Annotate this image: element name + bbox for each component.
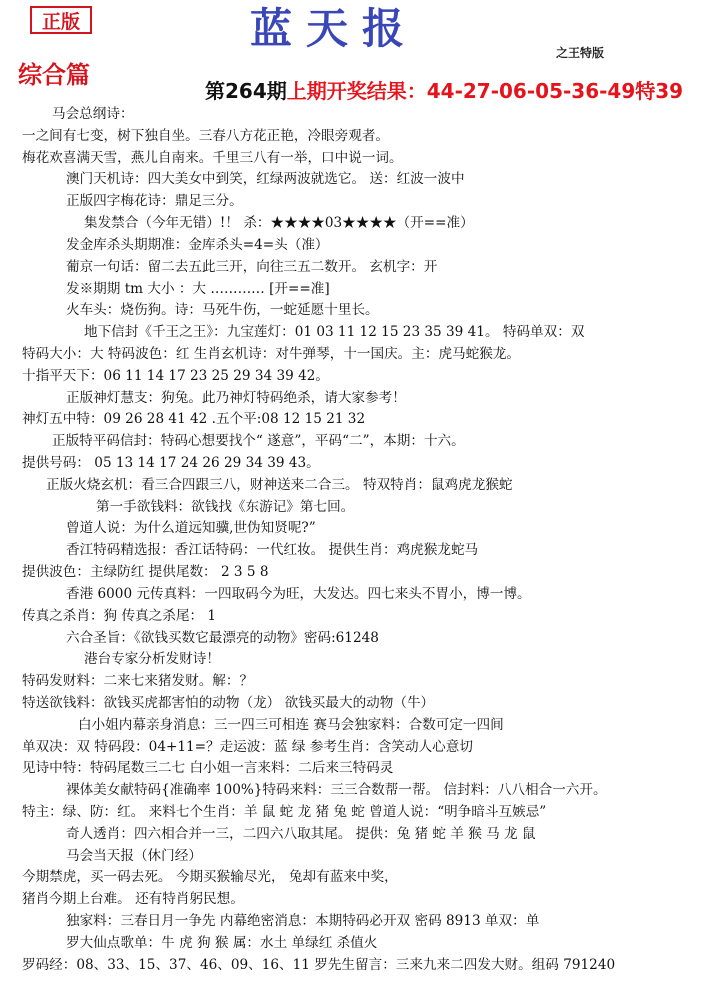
text-line: 一之间有七变，树下独自坐。三春八方花正艳，冷眼旁观者。	[22, 127, 390, 144]
issue-number: 第264期	[205, 79, 287, 103]
text-line: 正版特平码信封：特码心想要找个“ 遂意”，平码“二”，本期：十六。	[52, 433, 465, 450]
text-line: 发※期期 tm 大小 ：大 ………… [开==准]	[66, 280, 330, 297]
text-line: 曾道人说：为什么道远知骥,世伪知贤呢?”	[66, 520, 316, 537]
text-line: 单双决：双 特码段：04+11=？走运波：蓝 绿 参考生肖：含笑动人心意切	[22, 738, 473, 755]
text-line: 特码大小：大 特码波色：红 生肖玄机诗：对牛弹琴，十一国庆。主：虎马蛇猴龙。	[22, 345, 521, 362]
issue-line	[205, 77, 683, 105]
text-line: 火车头：烧伤狗。诗：马死牛伤，一蛇延愿十里长。	[66, 302, 379, 319]
text-line: 独家料：三春日月一争先 内幕绝密消息：本期特码必开双 密码 8913 单双：单	[66, 913, 540, 930]
text-line: 地下信封《千王之王》：九宝莲灯：01 03 11 12 15 23 35 39 41。 特码单双：双	[84, 324, 585, 341]
text-line: 罗大仙点歌单：牛 虎 狗 猴 属：水土 单绿红 杀值火	[66, 934, 378, 951]
text-line: 见诗中特：特码尾数三二七 白小姐一言来料：二后来三特码灵	[22, 760, 394, 777]
text-line: 梅花欢喜满天雪，燕儿自南来。千里三八有一举，口中说一词。	[22, 149, 403, 166]
text-line: 六合圣旨：《欲钱买数它最漂亮的动物》密码:61248	[66, 629, 379, 646]
text-line: 马会当天报（休门经）	[66, 847, 202, 864]
text-line: 发金库杀头期期准：金库杀头=4=头（准）	[66, 236, 329, 253]
text-line: 葡京一句话：留二去五此三开，向往三五二数开。 玄机字：开	[66, 258, 438, 275]
text-line: 提供波色：主绿防红 提供尾数： 2 3 5 8	[22, 564, 269, 581]
edition-badge: 正版	[30, 6, 92, 34]
text-line: 港台专家分析发财诗！	[84, 651, 220, 668]
text-line: 罗码经：08、33、15、37、46、09、16、11 罗先生留言：三来九来二四发大财。组码 791240	[22, 956, 616, 973]
text-line: 香港 6000 元传真料：一四取码今为旺，大发达。四七来头不胃小，博一博。	[66, 585, 531, 602]
text-line: 裸体美女献特码{准确率 100%}特码来料：三三合数帮一帮。 信封料：八八相合一六开。	[66, 782, 607, 799]
text-line: 特码发财料：二来七来猪发财。解：？	[22, 673, 254, 690]
text-line: 特送欲钱料：欲钱买虎都害怕的动物（龙） 欲钱买最大的动物（牛）	[22, 694, 435, 711]
text-line: 第一手欲钱料：欲钱找《东游记》第七回。	[96, 498, 355, 515]
text-line: 香江特码精选报：香江话特码：一代红妆。 提供生肖：鸡虎猴龙蛇马	[66, 542, 479, 559]
text-line: 今期禁虎，买一码去死。 今期买猴输尽光， 兔却有蓝来中奖，	[22, 869, 398, 886]
text-line: 马会总纲诗：	[52, 106, 134, 122]
text-line: 澳门天机诗：四大美女中到笑，红绿两波就选它。 送：红波一波中	[66, 171, 465, 188]
corner-text: 之王特版	[556, 46, 605, 60]
text-line: 白小姐内幕亲身消息：三一四三可相连 赛马会独家料：合数可定一四间	[78, 716, 504, 733]
text-line: 正版四字梅花诗：鼎足三分。	[66, 193, 243, 210]
section-heading: 综合篇	[18, 61, 90, 89]
newspaper-title: 蓝天报	[250, 4, 419, 53]
last-draw-result: 上期开奖结果：44-27-06-05-36-49特39	[286, 79, 684, 103]
text-line: 猪肖今期上台难。 还有特肖躬民想。	[22, 891, 244, 908]
content-lines	[0, 104, 713, 977]
text-line: 神灯五中特：09 26 28 41 42 .五个平:08 12 15 21 32	[22, 411, 366, 428]
text-line: 传真之杀肖：狗 传真之杀尾： 1	[22, 607, 217, 624]
text-line: 提供号码： 05 13 14 17 24 26 29 34 39 43。	[22, 455, 320, 471]
text-line: 正版神灯慧支：狗兔。此乃神灯特码绝杀，请大家参考！	[66, 389, 406, 406]
text-line: 奇人透肖：四六相合并一三，二四六八取其尾。 提供：兔 猪 蛇 羊 猴 马 龙 鼠	[66, 825, 536, 842]
text-line: 十指平天下：06 11 14 17 23 25 29 34 39 42。	[22, 367, 330, 384]
text-line: 正版火烧玄机：看三合四跟三八，财神送来二合三。 特双特肖：鼠鸡虎龙猴蛇	[46, 476, 513, 493]
text-line: 集发禁合（今年无错）!！ 杀：★★★★03★★★★（开==准）	[84, 215, 474, 232]
text-line: 特主：绿、防：红。 来料七个生肖：羊 鼠 蛇 龙 猪 兔 蛇 曾道人说：“明争暗斗互嫉忌”	[22, 804, 547, 820]
